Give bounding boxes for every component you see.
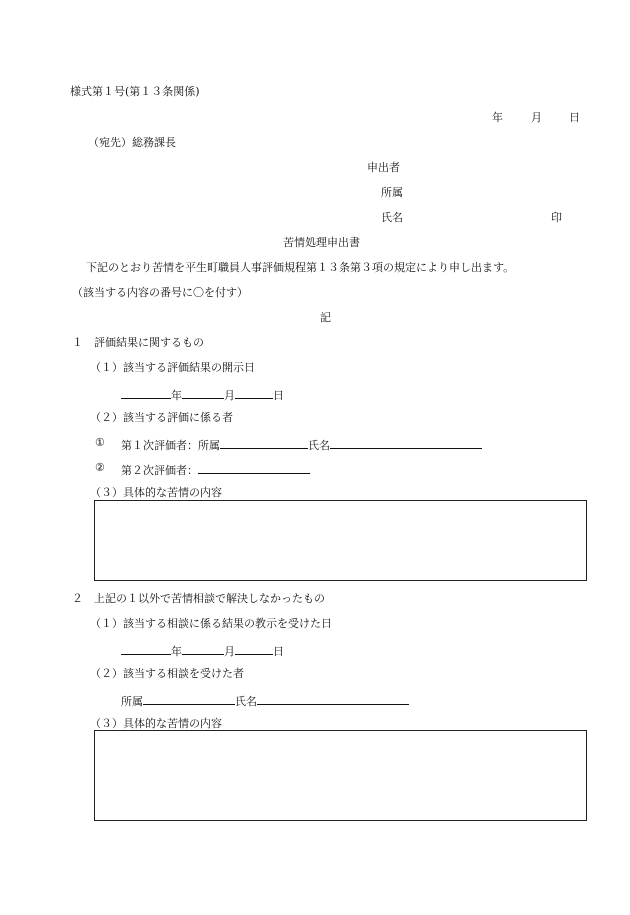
section2-year-blank[interactable] [121,642,171,655]
document-title: 苦情処理申出書 [283,236,360,249]
date-year-label: 年 [492,111,503,124]
section2-affiliation-blank[interactable] [143,692,235,705]
section1-item2-row [121,461,310,478]
section2-year-label: 年 [171,645,182,658]
section1-heading: １ 評価結果に関するもの [72,336,204,349]
section1-item2-blank[interactable] [198,461,310,474]
applicant-label: 申出者 [367,161,400,174]
section1-item1-number: ① [95,436,105,449]
section1-year-label: 年 [171,389,182,402]
section2-month-label: 月 [224,645,235,658]
section2-day-label: 日 [273,645,284,658]
section1-q1: （１）該当する評価結果の開示日 [90,361,255,374]
section2-affiliation-label: 所属 [121,695,143,708]
section1-day-blank[interactable] [235,386,273,399]
section2-q1: （１）該当する相談に係る結果の教示を受けた日 [90,617,332,630]
section2-name-label: 氏名 [235,695,257,708]
form-number: 様式第１号(第１３条関係) [70,85,200,98]
section1-day-label: 日 [273,389,284,402]
section2-person-row [121,692,409,709]
section1-item1-row [121,436,482,453]
section1-item2-number: ② [95,461,105,474]
section1-item1-name-label: 氏名 [308,439,330,452]
section2-complaint-box[interactable] [94,730,587,821]
seal-label: 印 [551,211,562,224]
section2-q3: （３）具体的な苦情の内容 [90,717,222,730]
section1-item1-affiliation-blank[interactable] [220,436,308,449]
section1-q2: （２）該当する評価に係る者 [90,411,233,424]
date-day-label: 日 [569,111,580,124]
section1-q3: （３）具体的な苦情の内容 [90,486,222,499]
section1-item1-label: 第１次評価者：所属 [121,439,220,452]
section2-heading: ２ 上記の１以外で苦情相談で解決しなかったもの [72,592,325,605]
intro-text: 下記のとおり苦情を平生町職員人事評価規程第１３条第３項の規定により申し出ます。 [86,261,515,274]
section1-year-blank[interactable] [121,386,171,399]
section2-day-blank[interactable] [235,642,273,655]
applicant-affiliation-label: 所属 [381,186,403,199]
section1-item2-label: 第２次評価者： [121,464,198,477]
section2-date-row [121,642,284,659]
date-month-label: 月 [531,111,542,124]
ki-heading: 記 [320,311,331,324]
section1-date-row [121,386,284,403]
addressee: （宛先）総務課長 [88,136,176,149]
instruction-text: （該当する内容の番号に〇を付す） [72,286,248,299]
applicant-name-label: 氏名 [381,211,403,224]
section1-item1-name-blank[interactable] [330,436,482,449]
section2-q2: （２）該当する相談を受けた者 [90,667,244,680]
section1-complaint-box[interactable] [94,500,587,581]
section1-month-label: 月 [224,389,235,402]
section2-name-blank[interactable] [257,692,409,705]
section1-month-blank[interactable] [182,386,224,399]
section2-month-blank[interactable] [182,642,224,655]
